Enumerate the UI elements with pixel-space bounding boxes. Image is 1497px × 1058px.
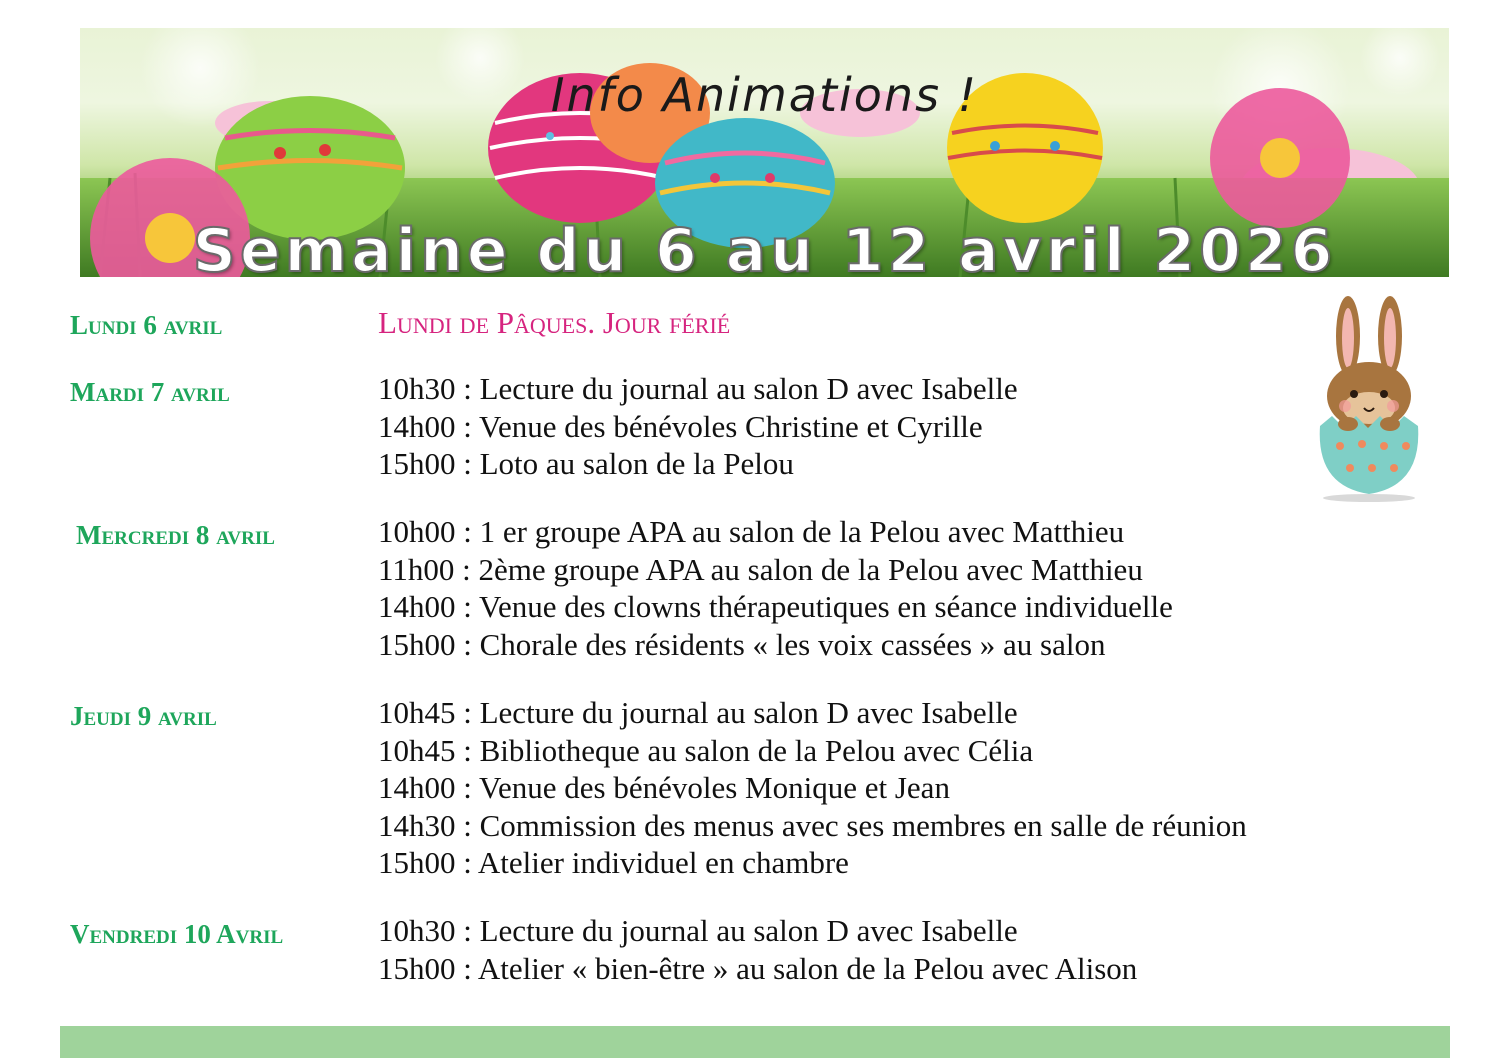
event-item: 10h45 : Lecture du journal au salon D avec Isabelle	[378, 695, 1018, 730]
day-label: Vendredi 10 Avril	[70, 919, 284, 949]
banner-week-range: Semaine du 6 au 12 avril 2026	[192, 216, 1337, 277]
event-item: 11h00 : 2ème groupe APA au salon de la Pelou avec Matthieu	[378, 551, 1143, 587]
event-item: 10h45 : Bibliotheque au salon de la Pelou avec Célia	[378, 732, 1034, 768]
event-list	[378, 513, 1173, 663]
event-item: 14h00 : Venue des clowns thérapeutiques en séance individuelle	[378, 589, 1173, 624]
header-banner	[80, 28, 1449, 277]
event-item: 15h00 : Atelier individuel en chambre	[378, 845, 849, 880]
event-item: 15h00 : Chorale des résidents « les voix cassées » au salon	[378, 626, 1106, 662]
day-label: Mardi 7 avril	[70, 377, 230, 407]
event-item: 15h00 : Atelier « bien-être » au salon de la Pelou avec Alison	[378, 950, 1138, 986]
event-item: 14h30 : Commission des menus avec ses membres en salle de réunion	[378, 807, 1247, 843]
banner-title: Info Animations !	[550, 68, 979, 122]
event-item: 10h30 : Lecture du journal au salon D avec Isabelle	[378, 913, 1018, 948]
event-list	[378, 370, 1018, 483]
event-list	[378, 912, 1137, 987]
holiday-notice: Lundi de Pâques. Jour férié	[378, 305, 731, 340]
event-item: 10h30 : Lecture du journal au salon D avec Isabelle	[378, 371, 1018, 406]
day-label: Jeudi 9 avril	[70, 701, 217, 731]
footer-bar	[60, 1026, 1450, 1058]
bunny-in-egg-icon	[1310, 296, 1432, 502]
event-item: 10h00 : 1 er groupe APA au salon de la Pelou avec Matthieu	[378, 514, 1125, 549]
event-list	[378, 694, 1247, 882]
event-item: 14h00 : Venue des bénévoles Monique et Jean	[378, 770, 950, 805]
event-item: 14h00 : Venue des bénévoles Christine et Cyrille	[378, 408, 983, 444]
event-item: 15h00 : Loto au salon de la Pelou	[378, 446, 794, 481]
day-label: Mercredi 8 avril	[76, 520, 275, 550]
day-label: Lundi 6 avril	[70, 310, 223, 340]
